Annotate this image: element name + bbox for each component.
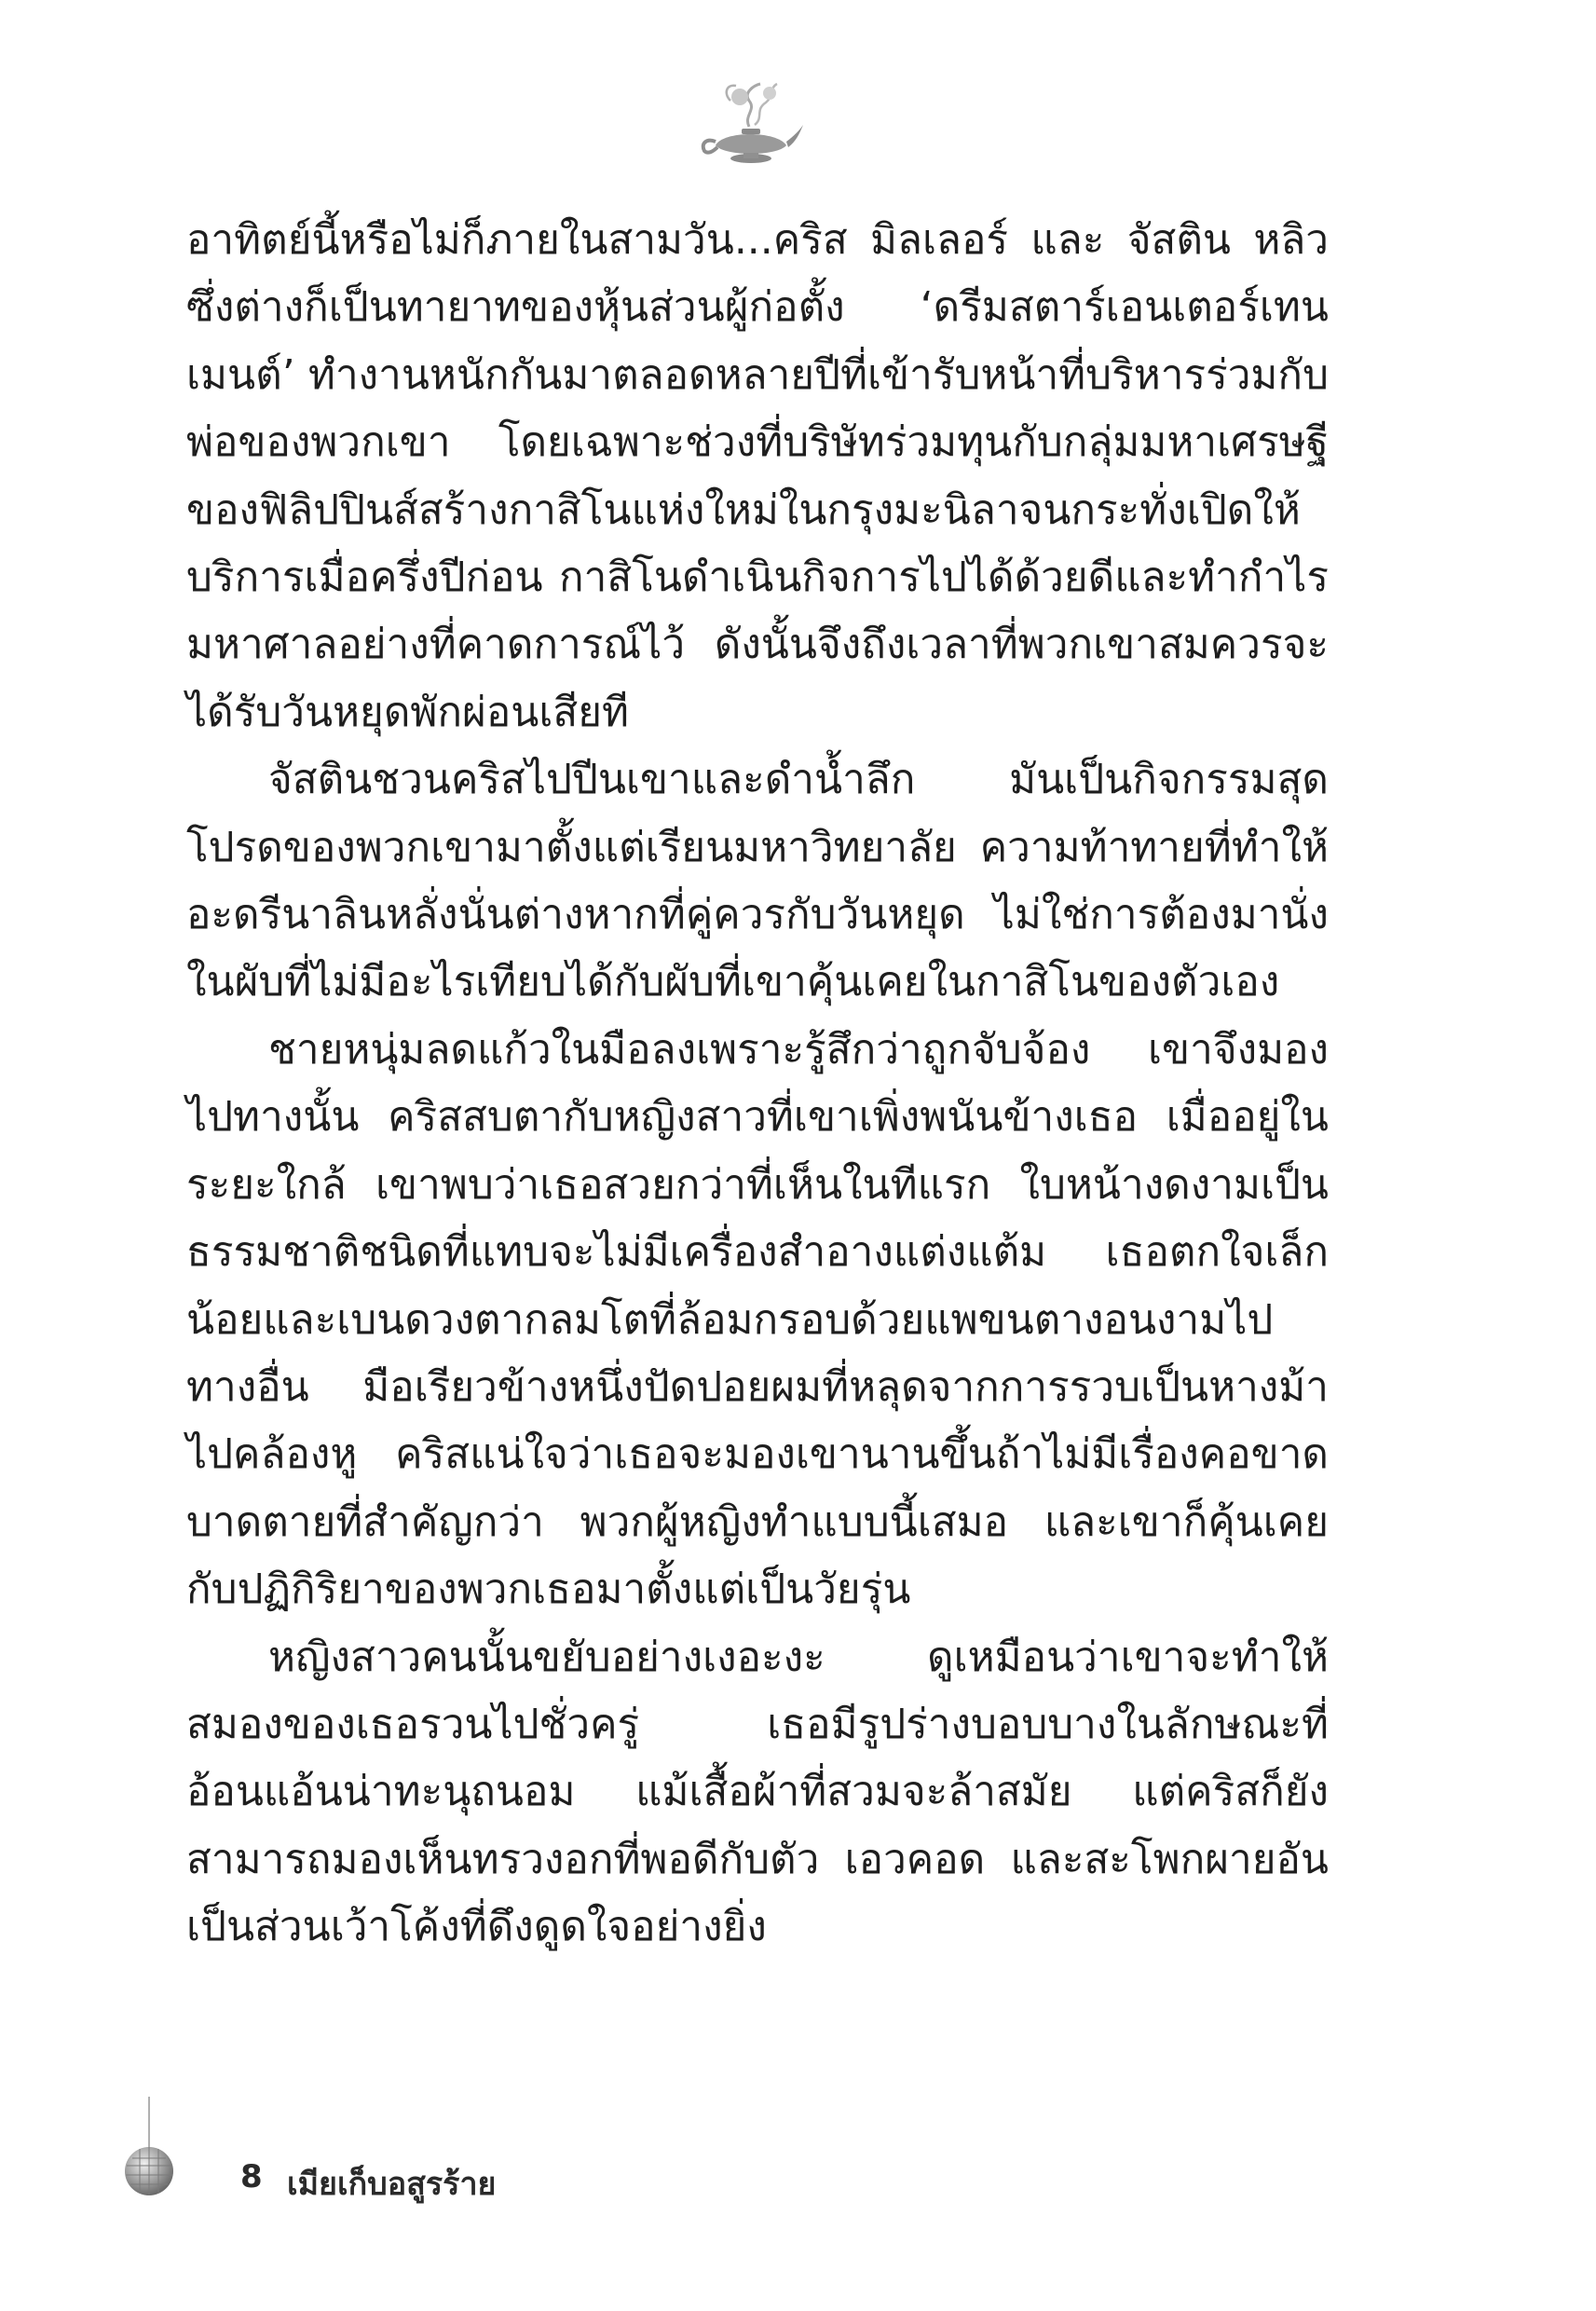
page-number: 8	[240, 2158, 263, 2195]
paragraph: หญิงสาวคนนั้นขยับอย่างเงอะงะ ดูเหมือนว่าเขาจะทำให้สมองของเธอรวนไปชั่วครู่ เธอมีรูปร่างบอบบางในลักษณะที่อ้อนแอ้นน่าทะนุถนอม แม้เสื้อผ้าที่สวมจะล้าสมัย แต่คริสก็ยังสามารถมองเห็นทรวงอกที่พอดีกับตัว เอวคอด และสะโพกผายอันเป็นส่วนเว้าโค้งที่ดึงดูดใจอย่างยิ่ง	[186, 1633, 1329, 1951]
paragraph: ชายหนุ่มลดแก้วในมือลงเพราะรู้สึกว่าถูกจับจ้อง เขาจึงมองไปทางนั้น คริสสบตากับหญิงสาวที่เขาเพิ่งพนันข้างเธอ เมื่ออยู่ในระยะใกล้ เขาพบว่าเธอสวยกว่าที่เห็นในทีแรก ใบหน้างดงามเป็นธรรมชาติชนิดที่แทบจะไม่มีเครื่องสำอางแต่งแต้ม เธอตกใจเล็กน้อยและเบนดวงตากลมโตที่ล้อมกรอบด้วยแพขนตางอนงามไปทางอื่น มือเรียวข้างหนึ่งปัดปอยผมที่หลุดจากการรวบเป็นหางม้าไปคล้องหู คริสแน่ใจว่าเธอจะมองเขานานขึ้นถ้าไม่มีเรื่องคอขาดบาดตายที่สำคัญกว่า พวกผู้หญิงทำแบบนี้เสมอ และเขาก็คุ้นเคยกับปฏิกิริยาของพวกเธอมาตั้งแต่เป็นวัยรุ่น	[186, 1025, 1329, 1614]
page-footer	[121, 2097, 680, 2208]
body-text	[186, 207, 1329, 1962]
running-title: เมียเก็บอสูรร้าย	[287, 2166, 497, 2203]
disco-ball-ornament-icon	[121, 2097, 205, 2208]
genie-lamp-icon	[695, 73, 807, 173]
paragraph: จัสตินชวนคริสไปปีนเขาและดำน้ำลึก มันเป็นกิจกรรมสุดโปรดของพวกเขามาตั้งแต่เรียนมหาวิทยาลัย ความท้าทายที่ทำให้อะดรีนาลินหลั่งนั่นต่างหากที่คู่ควรกับวันหยุด ไม่ใช่การต้องมานั่งในผับที่ไม่มีอะไรเทียบได้กับผับที่เขาคุ้นเคยในกาสิโนของตัวเอง	[186, 756, 1329, 1006]
paragraph: อาทิตย์นี้หรือไม่ก็ภายในสามวัน...คริส มิลเลอร์ และ จัสติน หลิว ซึ่งต่างก็เป็นทายาทของหุ้นส่วนผู้ก่อตั้ง ‘ดรีมสตาร์เอนเตอร์เทนเมนต์’ ทำงานหนักกันมาตลอดหลายปีที่เข้ารับหน้าที่บริหารร่วมกับพ่อของพวกเขา โดยเฉพาะช่วงที่บริษัทร่วมทุนกับกลุ่มมหาเศรษฐีของฟิลิปปินส์สร้างกาสิโนแห่งใหม่ในกรุงมะนิลาจนกระทั่งเปิดให้บริการเมื่อครึ่งปีก่อน กาสิโนดำเนินกิจการไปได้ด้วยดีและทำกำไรมหาศาลอย่างที่คาดการณ์ไว้ ดังนั้นจึงถึงเวลาที่พวกเขาสมควรจะได้รับวันหยุดพักผ่อนเสียที	[186, 216, 1329, 736]
